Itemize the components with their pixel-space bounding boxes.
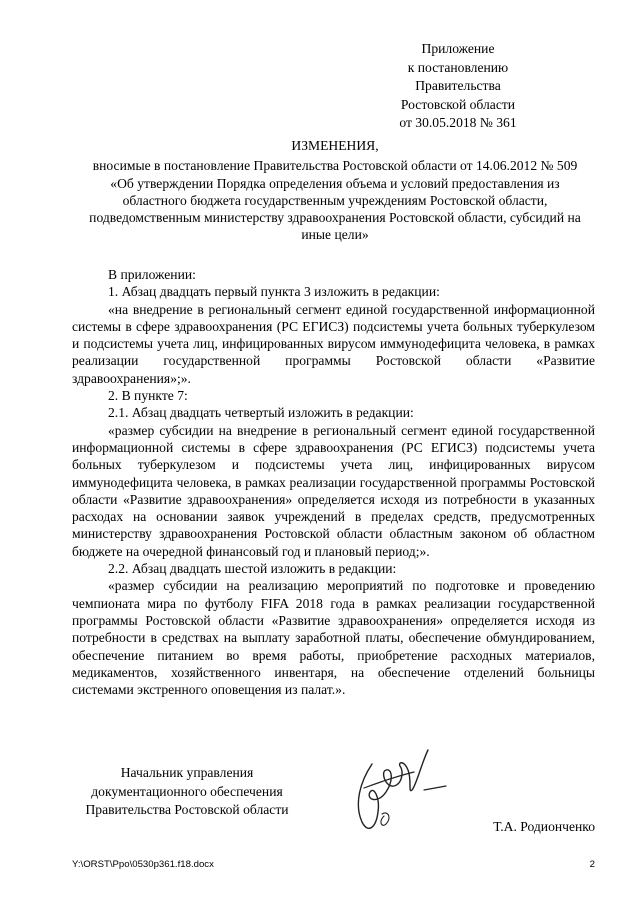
item-2-1-paragraph: 2.1. Абзац двадцать четвертый изложить в редакции: bbox=[108, 405, 414, 421]
item-2-2-paragraph: 2.2. Абзац двадцать шестой изложить в редакции: bbox=[108, 561, 397, 577]
signatory-title-line: Правительства Ростовской области bbox=[85, 802, 289, 818]
appendix-line: Правительства bbox=[415, 78, 501, 94]
item-1-text: «на внедрение в региональный сегмент единой государственной информационной системы в сфере здравоохранения (РС ЕГИСЗ) подсистемы учета больных туберкулезом и подсистемы учета лиц, инфицированных вирусом иммунодефицита человека, в рамках реализации государственной программы Ростовской области «Развитие здравоохранения»;». bbox=[72, 301, 595, 386]
appendix-line: Ростовской области bbox=[400, 96, 516, 112]
appendix-line: к постановлению bbox=[407, 59, 509, 75]
appendix-line: Приложение bbox=[421, 41, 495, 56]
handwritten-signature bbox=[342, 742, 452, 842]
file-path: Y:\ORST\Ppo\0530p361.f18.docx bbox=[72, 859, 214, 870]
title-subtitle: вносимые в постановление Правительства Ростовской области от 14.06.2012 № 509 «Об утверждении Порядка определения объема и условий предоставления из областного бюджета государственным учреждениям Ростовской области, подведомственным министерству здравоохранения Ростовской области, субсидий на иные цели» bbox=[89, 158, 581, 243]
signatory-title-line: Начальник управления bbox=[120, 765, 254, 780]
document-title bbox=[80, 137, 590, 244]
item-2-paragraph: 2. В пункте 7: bbox=[108, 388, 188, 404]
signatory-title-line: документационного обеспечения bbox=[91, 783, 283, 799]
item-2-2-text: «размер субсидии на реализацию мероприятий по подготовке и проведению чемпионата мира по футболу FIFA 2018 года в рамках реализации государственной программы Ростовской области «Развитие здравоохранения» определяется исходя из потребности в средствах на выплату заработной платы, обеспечение обмундированием, обеспечение питанием во время работы, приобретение расходных материалов, медикаментов, хозяйственного инвентаря, на обеспечение отделений больницы системами экстренного оповещения из палат.». bbox=[72, 578, 595, 698]
appendix-header bbox=[348, 40, 568, 133]
signature-block bbox=[72, 764, 595, 854]
signatory-name: Т.А. Родионченко bbox=[493, 819, 595, 834]
document-body bbox=[72, 266, 595, 698]
appendix-line: от 30.05.2018 № 361 bbox=[399, 115, 517, 131]
title-heading: ИЗМЕНЕНИЯ, bbox=[291, 138, 379, 153]
item-1-paragraph: 1. Абзац двадцать первый пункта 3 изложить в редакции: bbox=[108, 284, 440, 300]
item-2-1-text: «размер субсидии на внедрение в региональный сегмент единой государственной информационной системы в сфере здравоохранения (РС ЕГИСЗ) подсистемы учета больных туберкулезом и подсистемы учета лиц, инфицированных вирусом иммунодефицита человека, в рамках реализации государственной программы Ростовской области «Развитие здравоохранения» определяется исходя из потребности в указанных расходах на основании заявок учреждений в пределах средств, предусмотренных министерству здравоохранения Ростовской области областным законом об областном бюджете на очередной финансовый год и плановый период;». bbox=[72, 422, 595, 559]
intro-paragraph: В приложении: bbox=[108, 267, 196, 282]
signatory-title bbox=[72, 764, 302, 820]
page-number: 2 bbox=[589, 859, 595, 870]
